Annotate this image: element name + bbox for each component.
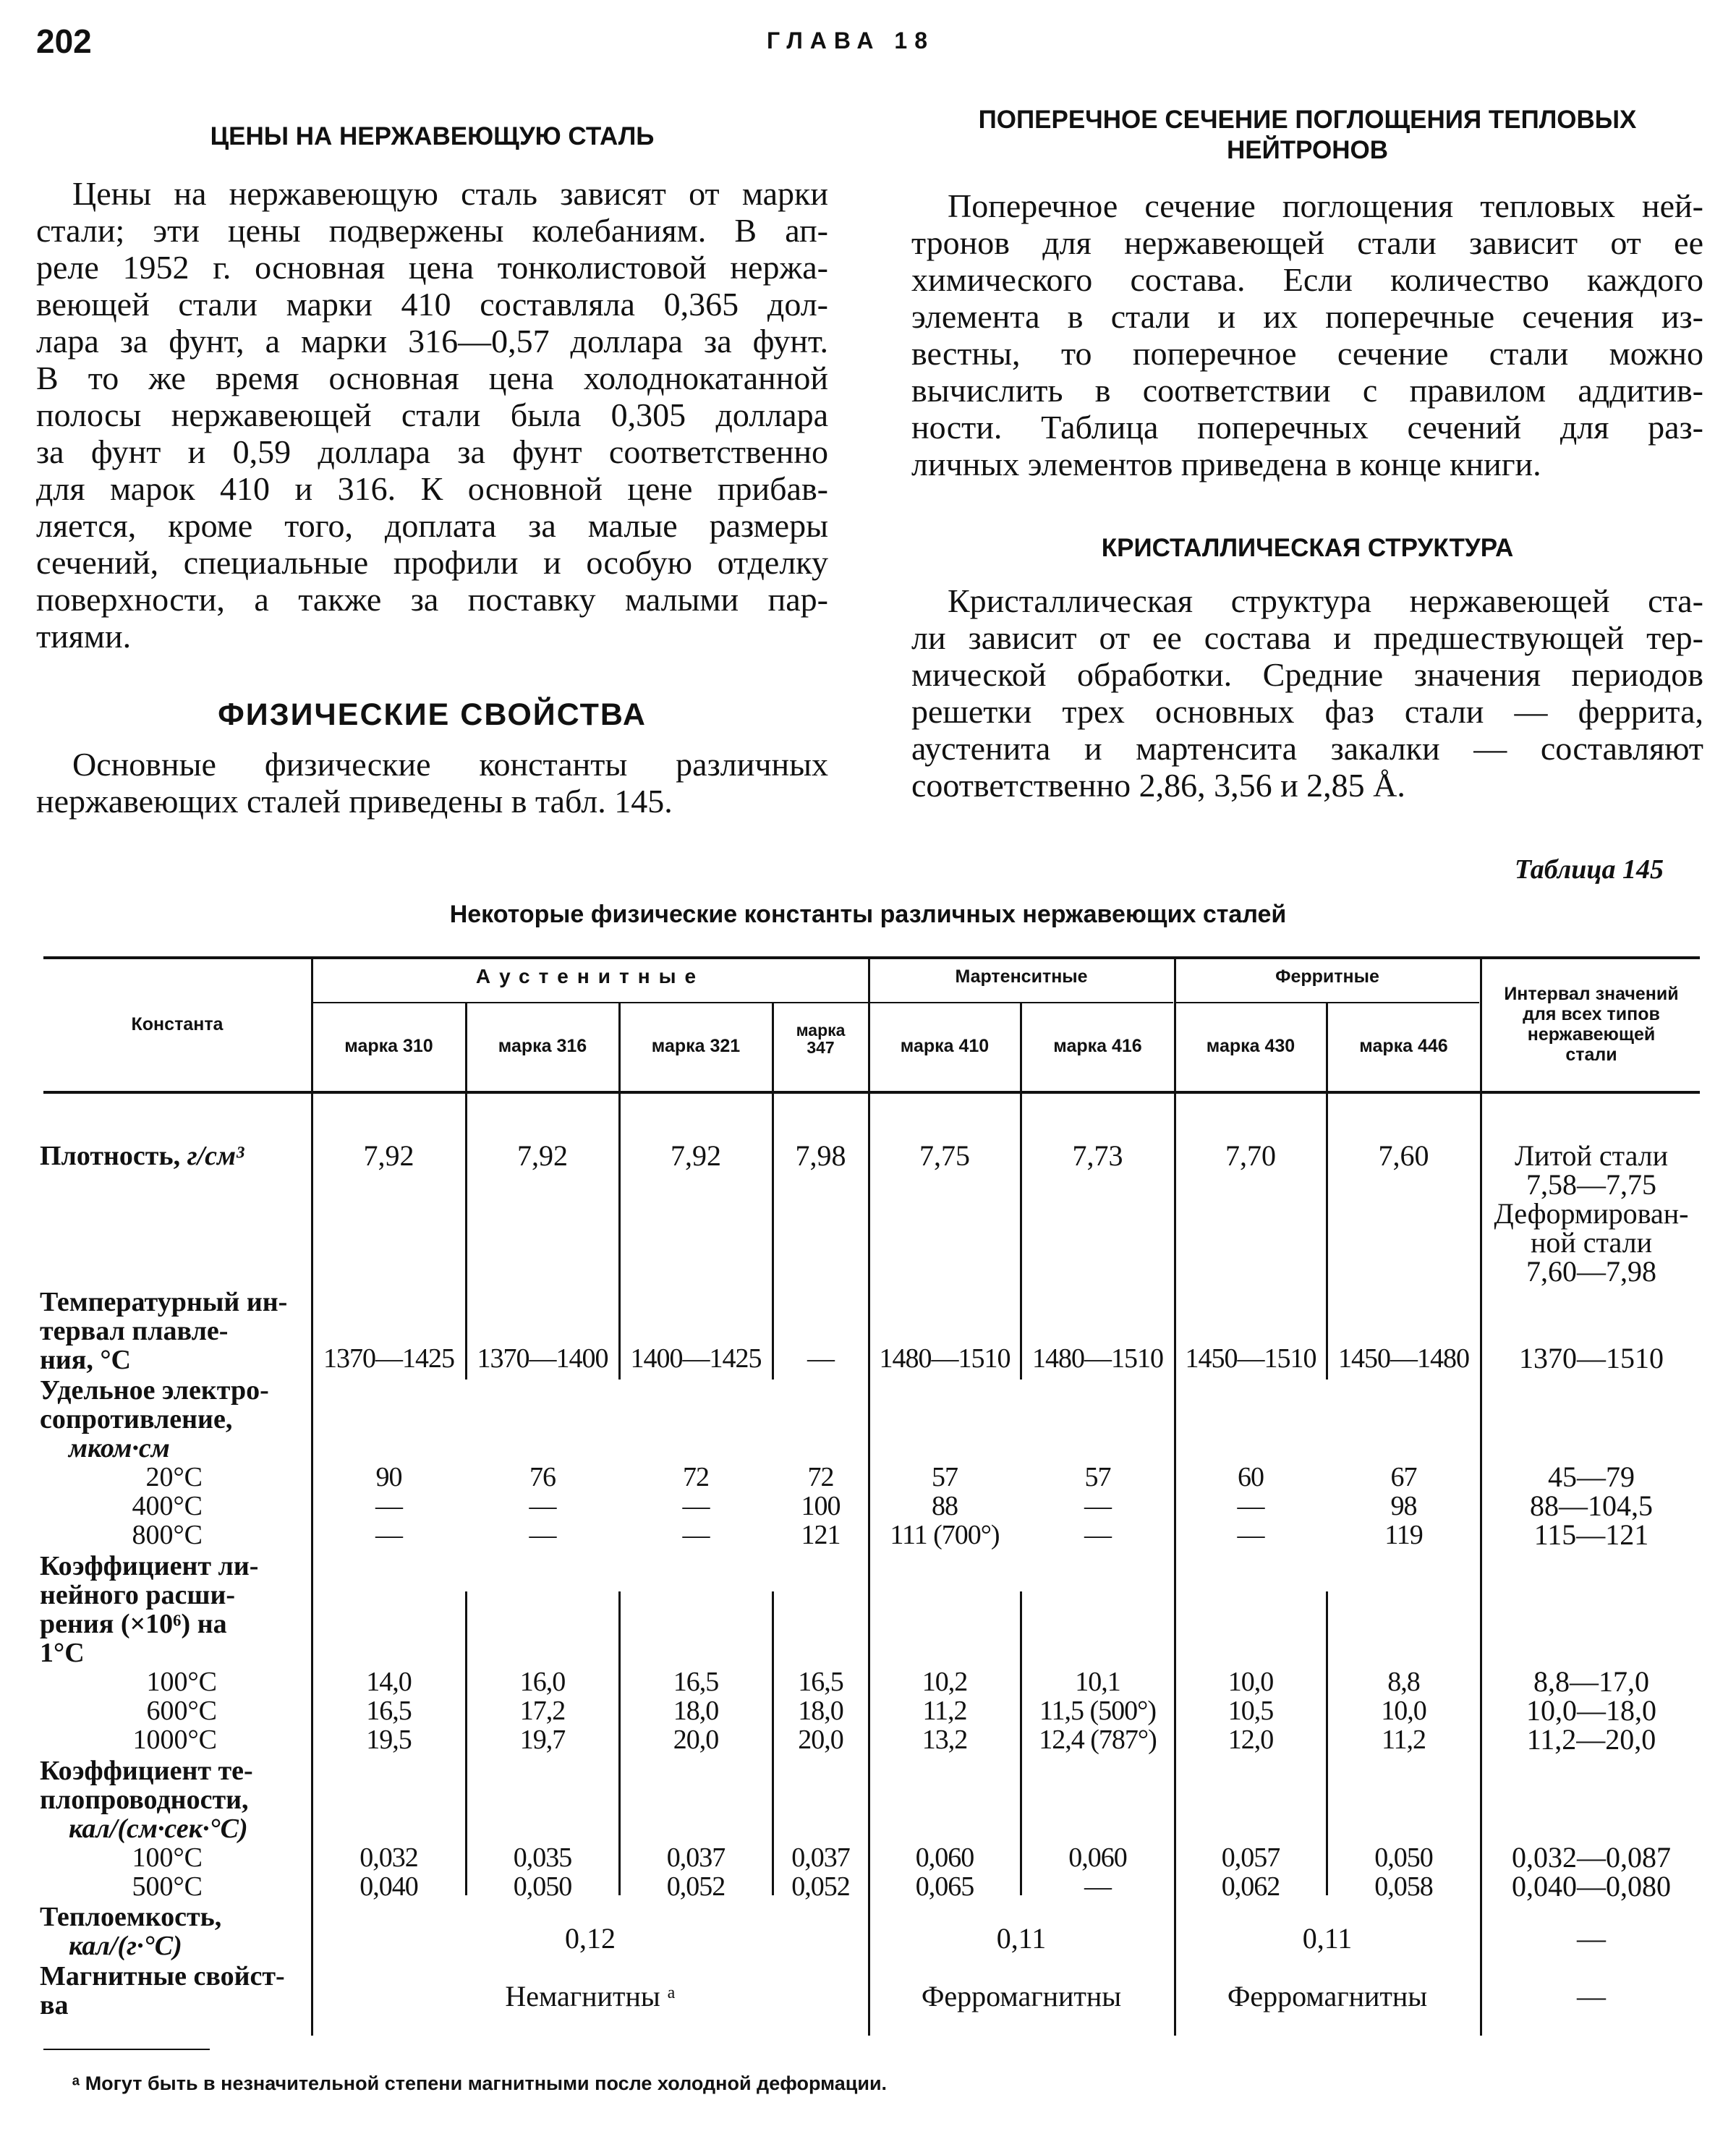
table-cell: 0,057 [1221, 1842, 1280, 1873]
sub-temp: 400°С [132, 1491, 203, 1521]
table-cell: 72 [807, 1462, 834, 1492]
table-cell: 10,1 [1075, 1667, 1120, 1697]
table-cell: 0,050 [1374, 1842, 1433, 1873]
table-cell: 0,060 [1068, 1842, 1127, 1873]
header-range-line: для всех типов [1523, 1004, 1660, 1024]
table-cell: 7,75 [919, 1139, 970, 1172]
sub-temp: 100°С [146, 1667, 217, 1697]
text-line: элемента в стали и их поперечные сечения из- [911, 298, 1703, 335]
table-cell: 10,0—18,0 [1526, 1694, 1656, 1727]
table-cell: 119 [1384, 1520, 1423, 1550]
header-grade-347-line: 347 [807, 1038, 835, 1057]
table-caption: Таблица 145 [1514, 854, 1664, 885]
label-line: тервал плавле- [40, 1316, 229, 1346]
table-cell: 10,2 [922, 1667, 968, 1697]
table-cell: 1480—1510 [1032, 1343, 1163, 1374]
label-line: Теплоемкость, [40, 1902, 222, 1932]
label-density-text: Плотность, [40, 1141, 187, 1171]
header-grade-310: марка 310 [344, 1036, 433, 1056]
text-line: полосы нержавеющей стали была 0,305 доллара [36, 396, 828, 433]
heat-capacity-range: — [1577, 1922, 1606, 1955]
table-cell: 0,037 [791, 1842, 850, 1873]
header-range-line: стали [1565, 1045, 1617, 1065]
table-cell: 111 (700°) [890, 1520, 1000, 1550]
text-line: соответственно 2,86, 3,56 и 2,85 Å. [911, 767, 1405, 804]
table-cell: 72 [683, 1462, 709, 1492]
table-cell: 57 [1084, 1462, 1111, 1492]
table-cell: 0,050 [513, 1871, 572, 1902]
crystal-heading: КРИСТАЛЛИЧЕСКАЯ СТРУКТУРА [1101, 534, 1514, 562]
text-line: за фунт и 0,59 доллара за фунт соответственно [36, 433, 828, 470]
table-cell: 10,0 [1381, 1696, 1426, 1726]
magnetic-martensitic: Ферромагнитны [921, 1980, 1122, 2012]
table-cell: 67 [1390, 1462, 1417, 1492]
table-cell: 7,60 [1378, 1139, 1429, 1172]
table-cell: 16,0 [519, 1667, 566, 1697]
table-cell: 8,8 [1387, 1667, 1420, 1697]
table-cell: 1400—1425 [630, 1343, 762, 1374]
header-grade-347-line: марка [796, 1021, 846, 1040]
table-cell: 0,060 [915, 1842, 974, 1873]
table-cell: 7,92 [671, 1139, 721, 1172]
table-cell: 88—104,5 [1530, 1489, 1653, 1522]
table-cell: 45—79 [1548, 1461, 1635, 1493]
table-cell: 7,92 [517, 1139, 568, 1172]
label-line: ния, °С [40, 1345, 131, 1375]
magnetic-ferritic: Ферромагнитны [1227, 1980, 1428, 2012]
text-line: химического состава. Если количество каждого [911, 261, 1703, 298]
text-line: тиями. [36, 618, 132, 655]
table-cell: 60 [1238, 1462, 1264, 1492]
table-cell: 7,70 [1225, 1139, 1276, 1172]
footnote-rule [43, 2049, 210, 2050]
table-cell: 0,035 [513, 1842, 572, 1873]
table-cell: — [1084, 1871, 1111, 1902]
table-cell: 0,037 [666, 1842, 726, 1873]
heat-capacity-ferritic: 0,11 [1302, 1922, 1353, 1955]
table-cell: 90 [375, 1462, 402, 1492]
magnetic-austenitic: Немагнитны ᵃ [505, 1980, 676, 2012]
table-cell: 98 [1390, 1491, 1417, 1521]
table-cell: 1370—1510 [1519, 1342, 1664, 1374]
table-cell: 0,040 [359, 1871, 418, 1902]
text-line: для марок 410 и 316. К основной цене прибав- [36, 470, 828, 507]
table-cell: 115—121 [1533, 1518, 1649, 1551]
range-line: Деформирован- [1494, 1197, 1689, 1230]
label-unit: мком·см [69, 1433, 170, 1463]
text-line: стали; эти цены подвержены колебаниям. В ап- [36, 212, 828, 249]
table-cell: 11,2 [1381, 1725, 1426, 1755]
range-line: ной стали [1530, 1226, 1652, 1259]
magnetic-range: — [1577, 1980, 1606, 2012]
table-cell: — [682, 1520, 710, 1550]
label-line: ва [40, 1990, 69, 2020]
table-cell: — [375, 1491, 402, 1521]
cross-section-heading-line2: НЕЙТРОНОВ [1226, 136, 1389, 164]
text-line: аустенита и мартенсита закалки — составляют [911, 730, 1703, 767]
table-cell: 20,0 [798, 1725, 843, 1755]
text-line: сечений, специальные профили и особую отделку [36, 544, 828, 581]
text-line: ности. Таблица поперечных сечений для раз- [911, 409, 1703, 446]
header-range-line: нержавеющей [1527, 1024, 1656, 1045]
prices-heading: ЦЕНЫ НА НЕРЖАВЕЮЩУЮ СТАЛЬ [210, 122, 655, 150]
table-cell: 16,5 [798, 1667, 843, 1697]
text-line: Поперечное сечение поглощения тепловых ней- [948, 187, 1703, 224]
label-unit: кал/(см·сек·°С) [69, 1814, 248, 1844]
footnote: ᵃ Могут быть в незначительной степени магнитными после холодной деформации. [72, 2073, 888, 2094]
label-line: Температурный ин- [40, 1287, 288, 1317]
table-cell: — [375, 1520, 402, 1550]
range-line: 7,60—7,98 [1526, 1255, 1656, 1288]
label-line: 1°С [40, 1638, 85, 1668]
table-cell: 16,5 [366, 1696, 412, 1726]
table-cell: 10,0 [1227, 1667, 1274, 1697]
header-constant: Константа [131, 1014, 224, 1034]
text-line: ляется, кроме того, доплата за малые размеры [36, 507, 828, 544]
text-line: Основные физические константы различных [72, 746, 828, 783]
table-cell: 57 [932, 1462, 958, 1492]
header-group-ferritic: Ферритные [1275, 966, 1379, 987]
sub-temp: 1000°С [132, 1725, 217, 1755]
label-line: Удельное электро- [40, 1375, 269, 1406]
table-cell: 14,0 [366, 1667, 412, 1697]
table-cell: 17,2 [519, 1696, 566, 1726]
heat-capacity-austenitic: 0,12 [565, 1922, 616, 1955]
table-cell: 18,0 [673, 1696, 719, 1726]
text-line: личных элементов приведена в конце книги. [911, 446, 1541, 483]
table-cell: 11,2 [922, 1696, 967, 1726]
header-grade-410: марка 410 [900, 1036, 990, 1056]
header-grade-316: марка 316 [498, 1036, 587, 1056]
table-cell: 88 [932, 1491, 958, 1521]
table-title: Некоторые физические константы различных нержавеющих сталей [449, 901, 1287, 928]
table-cell: 19,5 [366, 1725, 412, 1755]
header-grade-321: марка 321 [651, 1036, 741, 1056]
label-line: рения (×10⁶) на [40, 1609, 227, 1639]
table-cell: 7,98 [795, 1139, 846, 1172]
table-cell: 1370—1400 [477, 1343, 608, 1374]
table-cell: 121 [801, 1520, 841, 1550]
table-cell: 7,92 [363, 1139, 414, 1172]
table-cell: 7,73 [1072, 1139, 1123, 1172]
text-line: Кристаллическая структура нержавеющей ста- [948, 582, 1703, 619]
table-cell: 0,052 [791, 1871, 850, 1902]
text-line: ли зависит от ее состава и предшествующей тер- [911, 619, 1703, 656]
table-cell: 12,4 (787°) [1039, 1725, 1157, 1755]
text-line: лара за фунт, а марки 316—0,57 доллара за фунт. [36, 323, 828, 360]
sub-temp: 100°С [132, 1842, 203, 1873]
table-cell: 0,032 [359, 1842, 418, 1873]
table-cell: 1370—1425 [323, 1343, 454, 1374]
label-line: Коэффициент те- [40, 1756, 253, 1786]
label-line: сопротивление, [40, 1404, 233, 1434]
table-cell: 100 [801, 1491, 841, 1521]
label-density-unit: г/см³ [187, 1141, 244, 1171]
label-line: Магнитные свойст- [40, 1961, 285, 1991]
physical-heading: ФИЗИЧЕСКИЕ СВОЙСТВА [218, 697, 647, 732]
table-cell: 0,032—0,087 [1512, 1841, 1671, 1874]
table-cell: 1480—1510 [879, 1343, 1010, 1374]
text-line: веющей стали марки 410 составляла 0,365 дол- [36, 286, 828, 323]
table-cell: — [1237, 1520, 1264, 1550]
table-cell: 0,058 [1374, 1871, 1433, 1902]
table-cell: 76 [529, 1462, 556, 1492]
sub-temp: 20°С [145, 1462, 203, 1492]
text-line: решетки трех основных фаз стали — феррита, [911, 693, 1703, 730]
range-line: Литой стали [1514, 1139, 1669, 1172]
table-cell: 1450—1480 [1338, 1343, 1469, 1374]
text-line: Цены на нержавеющую сталь зависят от марки [72, 175, 828, 212]
text-line: нержавеющих сталей приведены в табл. 145. [36, 783, 673, 820]
sub-temp: 500°С [132, 1871, 203, 1902]
table-cell: — [807, 1343, 834, 1374]
table-cell: 0,052 [666, 1871, 726, 1902]
table-cell: 8,8—17,0 [1533, 1665, 1649, 1698]
table-cell: — [529, 1520, 556, 1550]
header-group-martensitic: Мартенситные [955, 966, 1088, 987]
table-cell: 19,7 [519, 1725, 566, 1755]
header-grade-430: марка 430 [1206, 1036, 1295, 1056]
table-cell: 13,2 [922, 1725, 968, 1755]
sub-temp: 800°С [132, 1520, 203, 1550]
text-line: вестны, то поперечное сечение стали можно [911, 335, 1703, 372]
table-cell: 12,0 [1227, 1725, 1274, 1755]
table-cell: 10,5 [1227, 1696, 1274, 1726]
sub-temp: 600°С [146, 1696, 217, 1726]
density-range [1483, 1139, 1700, 1288]
table-cell: 18,0 [798, 1696, 843, 1726]
text-line: тронов для нержавеющей стали зависит от ее [911, 224, 1703, 261]
header-range-line: Интервал значений [1504, 984, 1679, 1004]
label-line: Коэффициент ли- [40, 1551, 259, 1581]
text-line: В то же время основная цена холоднокатанной [36, 360, 828, 396]
table-cell: — [1084, 1491, 1111, 1521]
header-grade-446: марка 446 [1359, 1036, 1448, 1056]
table-cell: 11,2—20,0 [1526, 1723, 1656, 1756]
label-line: нейного расши- [40, 1580, 235, 1610]
header-grade-416: марка 416 [1053, 1036, 1142, 1056]
table-cell: 0,065 [915, 1871, 974, 1902]
cross-section-heading-line1: ПОПЕРЕЧНОЕ СЕЧЕНИЕ ПОГЛОЩЕНИЯ ТЕПЛОВЫХ [978, 106, 1637, 134]
chapter-title: ГЛАВА 18 [767, 27, 935, 54]
text-line: реле 1952 г. основная цена тонколистовой нержа- [36, 249, 828, 286]
label-unit: кал/(г·°С) [69, 1931, 182, 1961]
text-line: поверхности, а также за поставку малыми пар- [36, 581, 828, 618]
table-cell: — [682, 1491, 710, 1521]
text-line: вычислить в соответствии с правилом аддитив- [911, 372, 1703, 409]
table-cell: 1450—1510 [1185, 1343, 1316, 1374]
table-cell: — [1084, 1520, 1111, 1550]
table-cell: 0,062 [1221, 1871, 1280, 1902]
header-group-austenitic: Аустенитные [475, 965, 705, 987]
range-line: 7,58—7,75 [1526, 1168, 1656, 1201]
table-cell: 16,5 [673, 1667, 719, 1697]
page-number: 202 [36, 22, 92, 60]
table-cell: — [1237, 1491, 1264, 1521]
label-line: плопроводности, [40, 1785, 249, 1815]
text-line: мической обработки. Средние значения периодов [911, 656, 1703, 693]
table-cell: 0,040—0,080 [1512, 1870, 1671, 1903]
table-cell: 11,5 (500°) [1039, 1696, 1157, 1726]
table-cell: — [529, 1491, 556, 1521]
heat-capacity-martensitic: 0,11 [996, 1922, 1047, 1955]
table-cell: 20,0 [673, 1725, 719, 1755]
